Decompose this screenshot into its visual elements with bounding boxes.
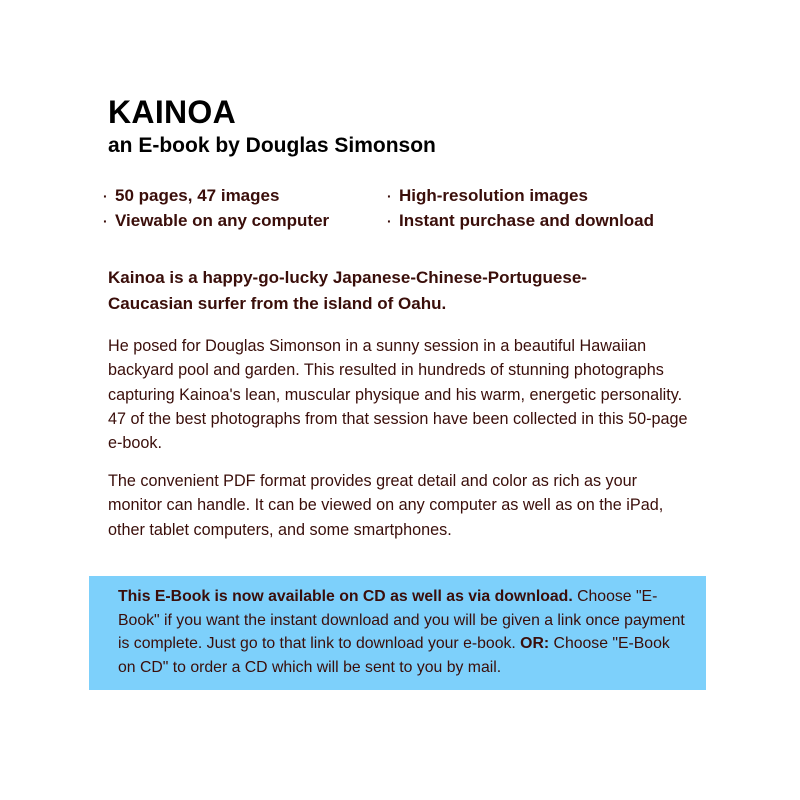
feature-text: Instant purchase and download (399, 211, 655, 230)
bullet-icon: · (103, 188, 108, 204)
bullet-icon: · (103, 213, 108, 229)
page-title: KAINOA (108, 94, 237, 130)
description-paragraph-1: He posed for Douglas Simonson in a sunny session in a beautiful Hawaiian backyard pool and garden. This resulted in hundreds of stunning photographs capturing Kainoa's lean, muscular physique and his warm, energetic personality. 47 of the best photographs from that session have been collected in this 50-page e-book. (108, 337, 688, 453)
description-paragraph-2: The convenient PDF format provides great detail and color as rich as your monitor can handle. It can be viewed on any computer as well as on the iPad, other tablet computers, and some smartphones. (108, 472, 664, 539)
feature-text: 50 pages, 47 images (115, 186, 280, 205)
feature-text: Viewable on any computer (115, 211, 330, 230)
availability-notice (89, 576, 706, 690)
notice-bold-or: OR: (520, 635, 550, 652)
notice-bold-intro: This E-Book is now available on CD as well as via download. (118, 588, 573, 605)
bullet-icon: · (387, 188, 392, 204)
feature-item (387, 210, 703, 232)
feature-text: High-resolution images (399, 186, 588, 205)
notice-text-1: Choose "E-Book" if you want the instant download and you will be given a link once payment is complete. Just go to that link to download your e-book. (118, 588, 685, 652)
notice-text-2: Choose "E-Book on CD" to order a CD which will be sent to you by mail. (118, 635, 670, 676)
bullet-icon: · (387, 213, 392, 229)
lead-paragraph: Kainoa is a happy-go-lucky Japanese-Chinese-Portuguese-Caucasian surfer from the island of Oahu. (108, 268, 587, 313)
feature-list (103, 185, 703, 232)
page-subtitle: an E-book by Douglas Simonson (108, 134, 436, 157)
feature-item (103, 210, 387, 232)
feature-item (103, 185, 387, 207)
feature-item (387, 185, 703, 207)
